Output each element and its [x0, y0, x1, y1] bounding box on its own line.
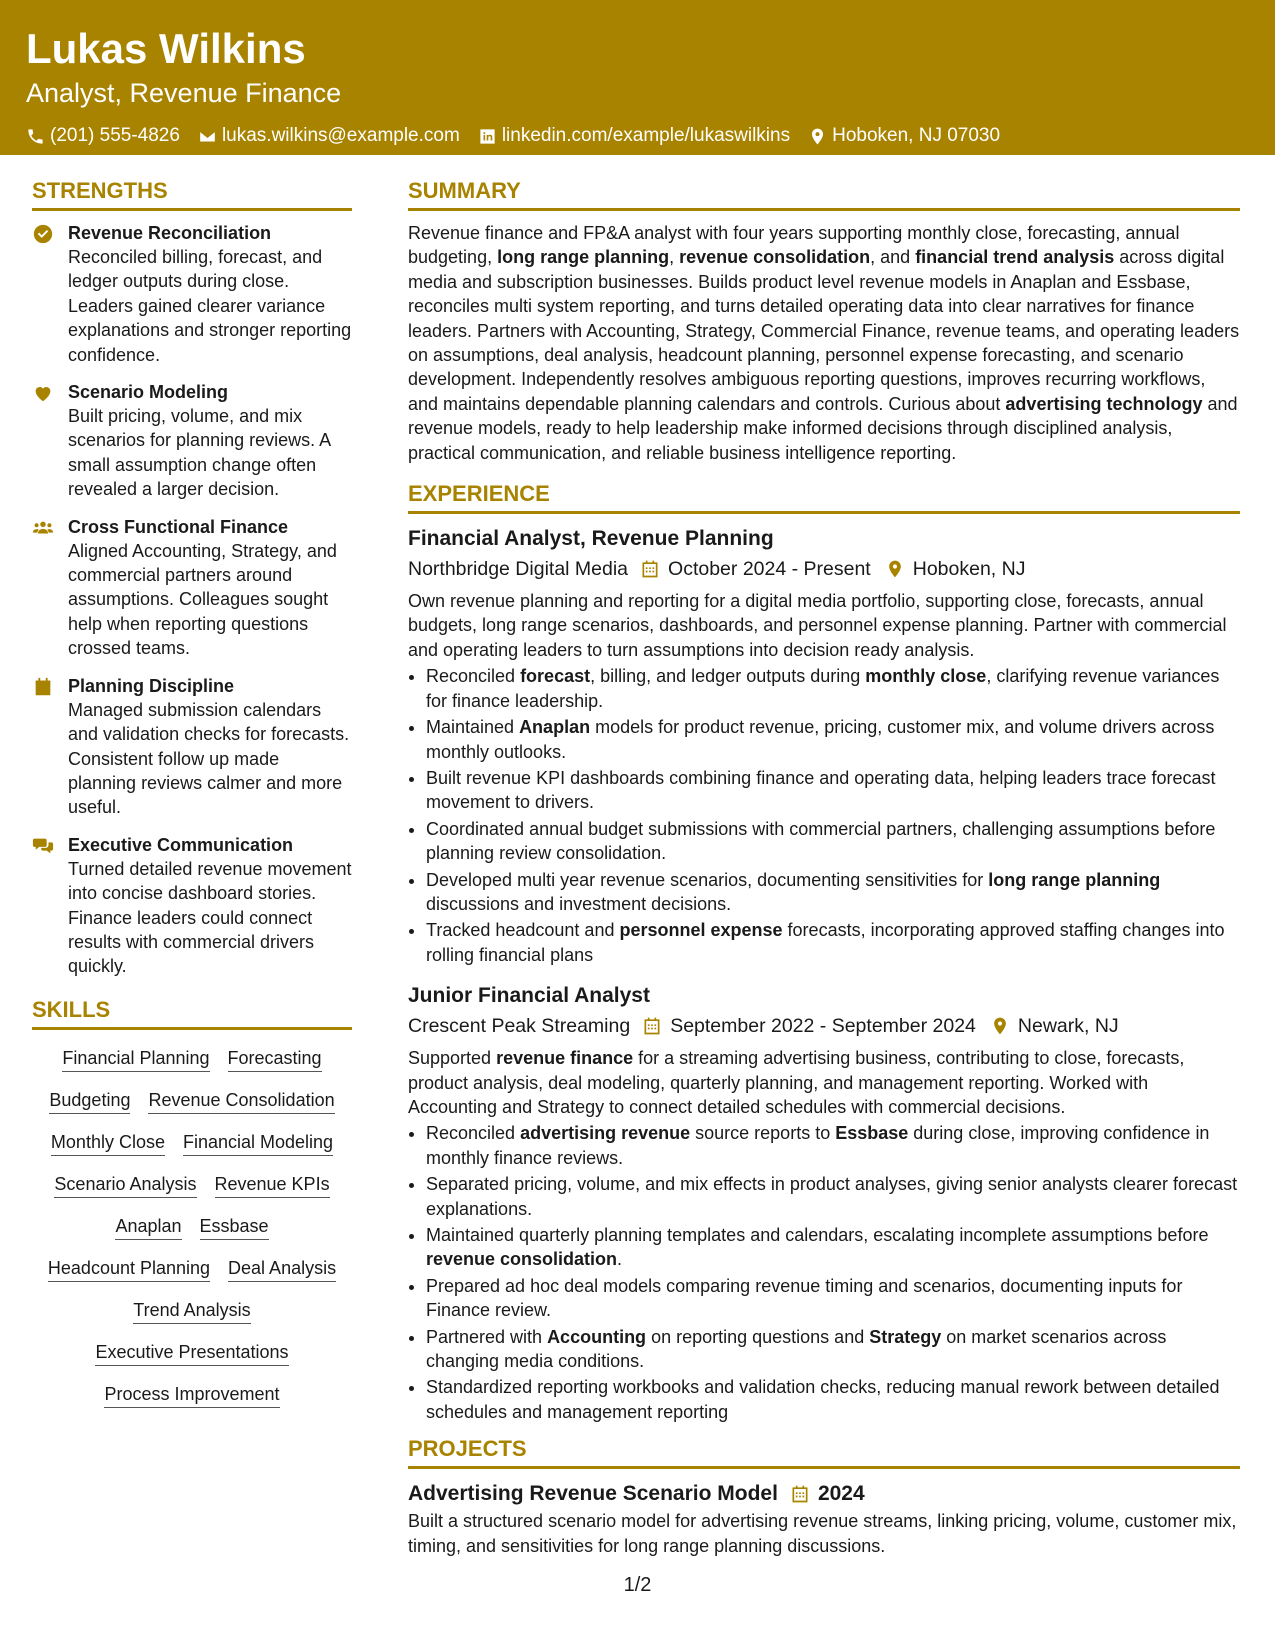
job-description	[408, 589, 1240, 662]
strength-desc: Turned detailed revenue movement into concise dashboard stories. Finance leaders could connect results with commercial drivers quickly.	[68, 858, 352, 977]
text-segment: Tracked headcount and	[426, 920, 620, 941]
bold-text: financial trend analysis	[915, 247, 1115, 268]
job-bullet	[426, 1375, 1240, 1424]
job-bullet	[426, 1274, 1240, 1323]
bold-text: revenue consolidation	[426, 1249, 618, 1270]
skill-tag: Headcount Planning	[48, 1256, 210, 1282]
strength-item	[32, 674, 352, 820]
strength-body	[68, 221, 352, 367]
job-meta	[408, 1011, 1240, 1041]
job-location: Newark, NJ	[1017, 1015, 1119, 1038]
strength-title: Revenue Reconciliation	[68, 223, 272, 243]
envelope-icon	[198, 127, 217, 146]
bold-text: advertising revenue	[520, 1123, 691, 1144]
text-segment: during close, improving confidence in monthly finance reviews.	[426, 1123, 1210, 1168]
strength-icon-wrap	[32, 833, 56, 979]
phone-text: (201) 555-4826	[50, 125, 180, 146]
comments-icon	[32, 835, 54, 857]
job-bullet	[426, 817, 1240, 866]
skill-tag: Deal Analysis	[228, 1256, 336, 1282]
bold-text: revenue finance	[496, 1048, 634, 1069]
strength-icon-wrap	[32, 674, 56, 820]
strength-item	[32, 380, 352, 502]
calendar-icon	[642, 1016, 662, 1036]
users-icon	[32, 517, 54, 539]
skill-tag: Financial Modeling	[183, 1130, 333, 1156]
skill-tag: Forecasting	[228, 1046, 322, 1072]
text-segment: on reporting questions and	[646, 1326, 870, 1347]
text-segment: Reconciled	[426, 666, 521, 687]
strength-body	[68, 833, 352, 979]
text-segment: Reconciled	[426, 1123, 521, 1144]
skill-tag: Trend Analysis	[133, 1298, 250, 1324]
location-text: Hoboken, NJ 07030	[832, 125, 1001, 146]
text-segment: , clarifying revenue variances for finance leadership.	[426, 666, 1220, 711]
project-entry	[408, 1479, 1240, 1558]
job-description	[408, 1046, 1240, 1119]
skill-tag: Anaplan	[115, 1214, 181, 1240]
map-pin-icon	[885, 559, 905, 579]
left-column	[32, 176, 352, 1408]
contact-location	[808, 124, 1000, 148]
job-location: Hoboken, NJ	[912, 558, 1026, 581]
linkedin-icon	[478, 127, 497, 146]
text-segment: forecasts, incorporating approved staffing changes into rolling financial plans	[426, 920, 1225, 965]
summary-heading: SUMMARY	[408, 176, 1240, 211]
text-segment: Maintained	[426, 717, 520, 738]
bold-text: long range planning	[988, 869, 1161, 890]
bold-text: monthly close	[865, 666, 987, 687]
text-segment: across digital media and subscription businesses. Builds product level revenue models in Anaplan and Essbase, reconciles multi system reporting, and turns detailed operating data into clear narratives for finance leaders. Partners with Accounting, Strategy, Commercial Finance, revenue teams, and operating leaders on assumptions, deal analysis, headcount planning, personnel expense forecasting, and scenario development. Independently resolves ambiguous reporting questions, improves recurring workflows, and maintains dependable planning calendars and controls. Curious about	[408, 247, 1240, 414]
text-segment: .	[617, 1249, 623, 1270]
strength-desc: Built pricing, volume, and mix scenarios for planning reviews. A small assumption change often revealed a larger decision.	[68, 406, 331, 500]
skill-tag: Monthly Close	[51, 1130, 165, 1156]
job-bullet	[426, 868, 1240, 917]
calendar-icon	[790, 1484, 810, 1504]
skill-tag: Budgeting	[49, 1088, 130, 1114]
job-bullet	[426, 1325, 1240, 1374]
strength-icon-wrap	[32, 380, 56, 502]
job-meta	[408, 554, 1240, 584]
job-bullet	[426, 715, 1240, 764]
strength-title: Scenario Modeling	[68, 382, 229, 403]
text-segment: Prepared ad hoc deal models comparing revenue timing and scenarios, documenting inputs for Finance review.	[426, 1275, 1183, 1321]
bold-text: Anaplan	[519, 717, 591, 738]
text-segment: Standardized reporting workbooks and validation checks, reducing manual rework between detailed schedules and management reporting	[426, 1377, 1220, 1422]
job-bullet	[426, 664, 1240, 713]
strength-icon-wrap	[32, 221, 56, 367]
text-segment: and revenue models, ready to help leadership make informed decisions through disciplined analysis, practical communication, and reliable business intelligence reporting.	[408, 393, 1238, 463]
text-segment: , billing, and ledger outputs during	[590, 666, 866, 687]
skill-tag: Scenario Analysis	[54, 1172, 196, 1198]
strength-desc: Aligned Accounting, Strategy, and commercial partners around assumptions. Colleagues sought help when reporting questions crossed teams.	[68, 540, 337, 659]
contact-bar	[26, 124, 1249, 148]
job-bullet	[426, 918, 1240, 967]
text-segment: on market scenarios across changing media conditions.	[426, 1326, 1167, 1372]
contact-email[interactable]	[198, 124, 460, 148]
text-segment: Own revenue planning and reporting for a digital media portfolio, supporting close, forecasts, annual budgets, long range scenarios, dashboards, and personnel expense planning. Partner with commercial and operating leaders to turn assumptions into decision ready analysis.	[408, 591, 1227, 660]
text-segment: ,	[669, 247, 680, 268]
map-pin-icon	[808, 127, 827, 146]
project-title-row	[408, 1479, 1240, 1509]
project-description: Built a structured scenario model for advertising revenue streams, linking pricing, volume, customer mix, timing, and sensitivities for long range planning discussions.	[408, 1511, 1237, 1556]
strength-title: Cross Functional Finance	[68, 516, 289, 537]
heart-icon	[32, 382, 54, 404]
strengths-heading: STRENGTHS	[32, 176, 352, 211]
text-segment: , and	[870, 247, 916, 268]
job-company: Northbridge Digital Media	[408, 558, 629, 581]
text-segment: Developed multi year revenue scenarios, documenting sensitivities for	[426, 869, 989, 890]
calendar-icon	[640, 559, 660, 579]
projects-heading: PROJECTS	[408, 1434, 1240, 1469]
strength-body	[68, 515, 352, 661]
bold-text: revenue consolidation	[679, 247, 871, 268]
strength-desc: Reconciled billing, forecast, and ledger outputs during close. Leaders gained clearer variance explanations and stronger reporting confidence.	[68, 247, 352, 365]
phone-icon	[26, 127, 45, 146]
bold-text: Accounting	[547, 1326, 647, 1347]
job-bullets	[408, 664, 1240, 967]
text-segment: Partnered with	[426, 1326, 548, 1347]
bold-text: forecast	[520, 666, 591, 687]
project-title: Advertising Revenue Scenario Model	[408, 1482, 778, 1506]
strength-item	[32, 515, 352, 661]
bold-text: Essbase	[835, 1123, 909, 1144]
skill-tag: Essbase	[200, 1214, 269, 1240]
text-segment: Revenue finance and FP&A analyst with four years supporting monthly close, forecasting, annual budgeting,	[408, 223, 1180, 268]
bold-text: personnel expense	[619, 920, 783, 941]
candidate-title: Analyst, Revenue Finance	[26, 78, 342, 108]
strengths-list	[32, 221, 352, 979]
calendar-icon	[32, 676, 54, 698]
email-text[interactable]: lukas.wilkins@example.com	[221, 125, 460, 146]
candidate-name: Lukas Wilkins	[26, 25, 306, 72]
job-bullet	[426, 1121, 1240, 1170]
bold-text: advertising technology	[1005, 393, 1203, 414]
text-segment: Coordinated annual budget submissions with commercial partners, challenging assumptions before planning review consolidation.	[426, 818, 1216, 864]
job-bullets	[408, 1121, 1240, 1424]
text-segment: source reports to	[690, 1123, 836, 1144]
strength-body	[68, 674, 352, 820]
text-segment: for a streaming advertising business, contributing to close, forecasts, product analysis, deal modeling, quarterly planning, and management reporting. Worked with Accounting and Strategy to connect detailed schedules with commercial decisions.	[408, 1048, 1185, 1117]
job-bullet	[426, 1223, 1240, 1272]
strength-title: Executive Communication	[68, 834, 294, 855]
skill-tag: Process Improvement	[104, 1382, 279, 1408]
skills-heading: SKILLS	[32, 995, 352, 1030]
job-dates: September 2022 - September 2024	[670, 1015, 976, 1038]
bold-text: Strategy	[869, 1326, 942, 1347]
strength-desc: Managed submission calendars and validation checks for forecasts. Consistent follow up made planning reviews calmer and more useful.	[68, 699, 350, 818]
skill-tag: Executive Presentations	[95, 1340, 288, 1366]
page-number: 1/2	[623, 1574, 652, 1596]
text-segment: Separated pricing, volume, and mix effects in product analyses, giving senior analysts clearer forecast explanations.	[426, 1174, 1238, 1219]
text-segment: Supported	[408, 1048, 497, 1069]
job-entry	[408, 981, 1240, 1424]
strength-icon-wrap	[32, 515, 56, 661]
skill-tag: Revenue KPIs	[215, 1172, 330, 1198]
map-pin-icon	[990, 1016, 1010, 1036]
job-bullet	[426, 766, 1240, 815]
text-segment: discussions and investment decisions.	[426, 893, 732, 914]
check-circle-icon	[32, 223, 54, 245]
bold-text: long range planning	[497, 247, 670, 268]
text-segment: models for product revenue, pricing, customer mix, and volume drivers across monthly outlooks.	[426, 717, 1215, 762]
strength-title: Planning Discipline	[68, 675, 235, 696]
job-title: Financial Analyst, Revenue Planning	[408, 527, 774, 551]
projects-list	[408, 1479, 1240, 1558]
project-year: 2024	[817, 1482, 865, 1506]
contact-linkedin[interactable]	[478, 124, 790, 148]
strength-item	[32, 221, 352, 367]
text-segment: Built revenue KPI dashboards combining finance and operating data, helping leaders trace forecast movement to drivers.	[426, 767, 1216, 813]
strength-body	[68, 380, 352, 502]
resume-header	[0, 0, 1275, 155]
skills-list	[32, 1040, 352, 1408]
linkedin-text[interactable]: linkedin.com/example/lukaswilkins	[501, 125, 791, 146]
job-bullet	[426, 1172, 1240, 1221]
job-entry	[408, 524, 1240, 967]
summary-text	[408, 221, 1240, 465]
experience-heading: EXPERIENCE	[408, 479, 1240, 514]
job-title: Junior Financial Analyst	[408, 984, 650, 1008]
right-column	[408, 176, 1240, 1560]
strength-item	[32, 833, 352, 979]
experience-list	[408, 524, 1240, 1424]
contact-phone	[26, 124, 180, 148]
skill-tag: Revenue Consolidation	[148, 1088, 334, 1114]
job-company: Crescent Peak Streaming	[408, 1015, 631, 1038]
skill-tag: Financial Planning	[62, 1046, 209, 1072]
job-dates: October 2024 - Present	[668, 558, 871, 581]
text-segment: Maintained quarterly planning templates and calendars, escalating incomplete assumptions before	[426, 1225, 1209, 1245]
